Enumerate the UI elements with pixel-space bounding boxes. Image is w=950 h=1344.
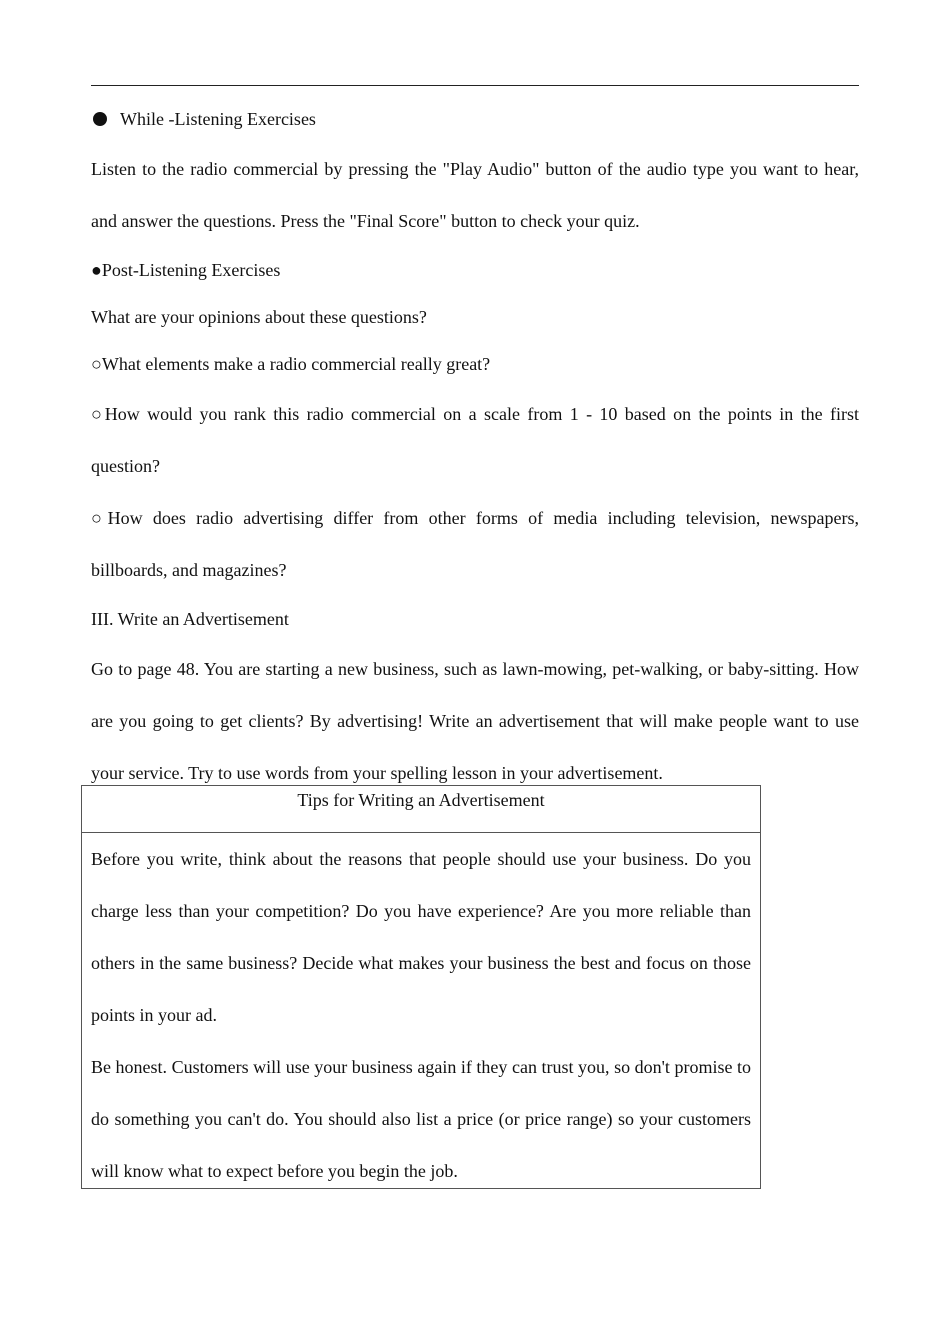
post-listening-intro: What are your opinions about these questions? xyxy=(91,307,427,327)
tips-paragraph: Before you write, think about the reasons that people should use your business. Do you charge less than your competition? Do you have experience? Are you more reliable than others in the same business? Decide what makes your business the best and focus on those points in your ad. xyxy=(91,849,751,1025)
tips-body xyxy=(82,833,760,1197)
question-item: ○How does radio advertising differ from other forms of media including television, newspapers, billboards, and magazines? xyxy=(91,508,859,580)
while-listening-instructions: Listen to the radio commercial by pressing the "Play Audio" button of the audio type you want to hear, and answer the questions. Press the "Final Score" button to check your quiz. xyxy=(91,159,859,231)
question-item: ○How would you rank this radio commercial on a scale from 1 - 10 based on the points in the first question? xyxy=(91,404,859,476)
while-listening-heading-text: While -Listening Exercises xyxy=(120,109,316,129)
write-ad-instructions: Go to page 48. You are starting a new business, such as lawn-mowing, pet-walking, or baby-sitting. How are you going to get clients? By advertising! Write an advertisement that will make people want to use your service. Try to use words from your spelling lesson in your advertisement. xyxy=(91,659,859,783)
while-listening-heading xyxy=(91,96,859,143)
post-listening-heading: ●Post-Listening Exercises xyxy=(91,260,281,280)
tips-title: Tips for Writing an Advertisement xyxy=(82,786,760,833)
tips-table xyxy=(81,785,761,1189)
bullet-icon xyxy=(93,112,107,126)
header-rule xyxy=(91,85,859,86)
question-item: ○What elements make a radio commercial really great? xyxy=(91,354,491,374)
write-ad-heading: III. Write an Advertisement xyxy=(91,609,289,629)
tips-paragraph: Be honest. Customers will use your business again if they can trust you, so don't promise to do something you can't do. You should also list a price (or price range) so your customers will know what to expect before you begin the job. xyxy=(91,1057,751,1181)
document-body xyxy=(91,96,859,799)
